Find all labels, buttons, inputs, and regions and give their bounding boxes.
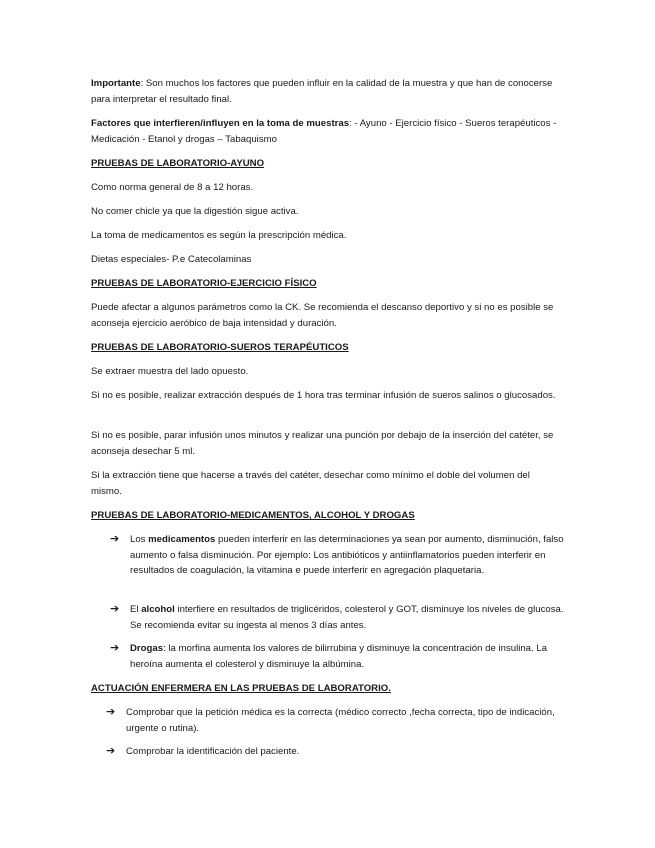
importante-paragraph bbox=[91, 76, 561, 107]
arrow-right-icon: ➔ bbox=[110, 603, 120, 615]
list-item-text: Drogas: la morfina aumenta los valores de bilirrubina y disminuye la concentración de insulina. La heroína aumenta el colesterol y disminuye la albúmina. bbox=[130, 643, 548, 670]
importante-label: Importante bbox=[91, 78, 141, 89]
list-item-text: Comprobar que la petición médica es la correcta (médico correcto ,fecha correcta, tipo de indicación, urgente o rutina). bbox=[126, 707, 555, 734]
list-item-text: Comprobar la identificación del paciente. bbox=[126, 746, 300, 757]
sueros-line: Si no es posible, parar infusión unos minutos y realizar una punción por debajo de la inserción del catéter, se aconseja desechar 5 ml. bbox=[91, 430, 554, 457]
ayuno-line: La toma de medicamentos es según la prescripción médica. bbox=[91, 230, 347, 241]
arrow-right-icon: ➔ bbox=[110, 533, 120, 545]
arrow-right-icon: ➔ bbox=[106, 745, 116, 757]
arrow-right-icon: ➔ bbox=[106, 706, 116, 718]
list-item bbox=[110, 641, 565, 672]
ayuno-line: Como norma general de 8 a 12 horas. bbox=[91, 182, 254, 193]
sueros-line: Si no es posible, realizar extracción después de 1 hora tras terminar infusión de sueros salinos o glucosados. bbox=[91, 390, 556, 401]
list-item bbox=[110, 602, 565, 633]
ejercicio-paragraph: Puede afectar a algunos parámetros como la CK. Se recomienda el descanso deportivo y si no es posible se aconseja ejercicio aeróbico de baja intensidad y duración. bbox=[91, 302, 554, 329]
ayuno-heading: PRUEBAS DE LABORATORIO-AYUNO bbox=[91, 158, 265, 169]
factores-text: : - Ayuno - Ejercicio físico - Sueros terapéuticos - Medicación - Etanol y drogas – Tabaquismo bbox=[91, 118, 557, 145]
list-item-text: Los medicamentos pueden interferir en las determinaciones ya sean por aumento, disminución, falso aumento o falsa disminución. Por ejemplo: Los antibióticos y antiinflamatorios pueden interferir en resultados de coagulación, la vitamina e puede interferir en agregación plaquetaria. bbox=[130, 534, 564, 576]
ejercicio-heading: PRUEBAS DE LABORATORIO-EJERCICIO FÍSICO bbox=[91, 278, 317, 289]
factores-label: Factores que interfieren/influyen en la toma de muestras bbox=[91, 118, 350, 129]
sueros-line: Si la extracción tiene que hacerse a través del catéter, desechar como mínimo el doble del volumen del mismo. bbox=[91, 470, 530, 497]
list-item bbox=[106, 744, 566, 760]
factores-paragraph bbox=[91, 116, 561, 147]
ayuno-line: Dietas especiales- P.e Catecolaminas bbox=[91, 254, 252, 265]
sueros-line: Se extraer muestra del lado opuesto. bbox=[91, 366, 249, 377]
list-item bbox=[106, 705, 566, 736]
sueros-heading: PRUEBAS DE LABORATORIO-SUEROS TERAPÉUTICOS bbox=[91, 342, 349, 353]
medicamentos-heading: PRUEBAS DE LABORATORIO-MEDICAMENTOS, ALCOHOL Y DROGAS bbox=[91, 510, 415, 521]
actuacion-heading: ACTUACIÓN ENFERMERA EN LAS PRUEBAS DE LABORATORIO. bbox=[91, 683, 391, 694]
arrow-right-icon: ➔ bbox=[110, 642, 120, 654]
list-item-text: El alcohol interfiere en resultados de triglicéridos, colesterol y GOT, disminuye los niveles de glucosa. Se recomienda evitar su ingesta al menos 3 días antes. bbox=[130, 604, 564, 631]
ayuno-line: No comer chicle ya que la digestión sigue activa. bbox=[91, 206, 299, 217]
importante-text: : Son muchos los factores que pueden influir en la calidad de la muestra y que han de conocerse para interpretar el resultado final. bbox=[91, 78, 553, 105]
list-item bbox=[110, 532, 565, 579]
